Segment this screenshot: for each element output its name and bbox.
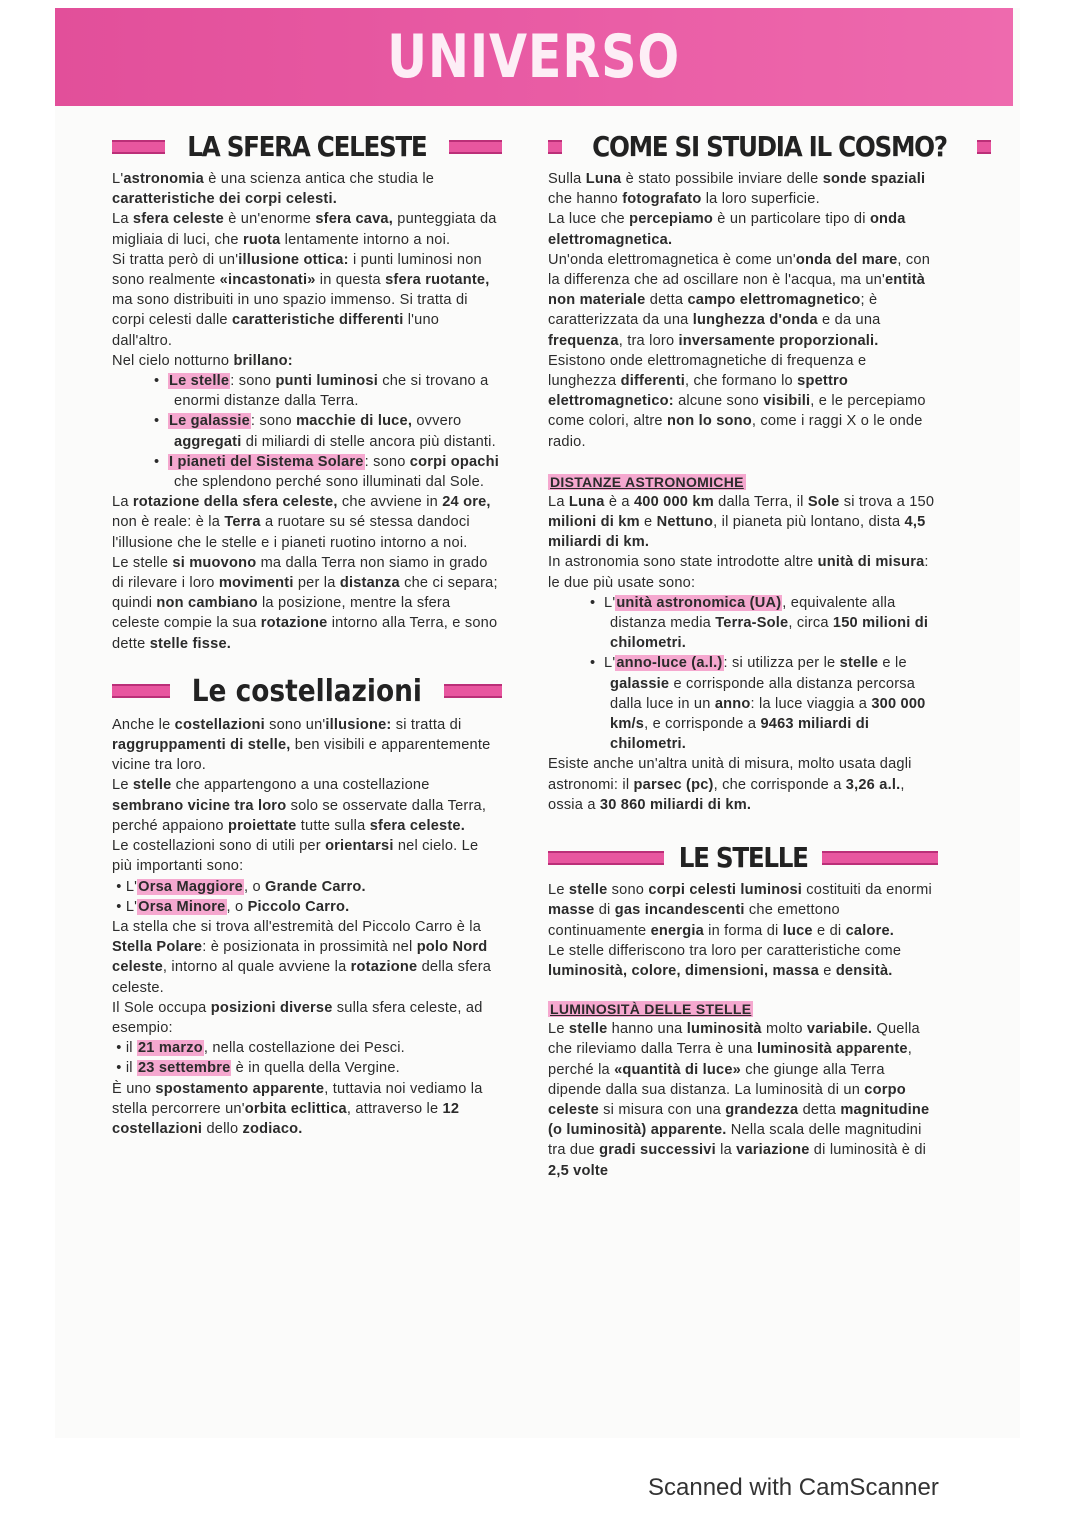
list-item: • L'unità astronomica (UA), equivalente alla distanza media Terra-Sole, circa 150 milioni di chilometri. — [590, 594, 929, 652]
paragraph: Anche le costellazioni sono un'illusione: si tratta di raggruppamenti di stelle, ben visibili e apparentemente vicine tra loro. — [112, 716, 491, 774]
paragraph: La stella che si trova all'estremità del Piccolo Carro è la Stella Polare: è posizionata in prossimità nel polo Nord celeste, intorno al quale avviene la rotazione della sfera celeste. — [112, 918, 492, 996]
header-bar — [822, 851, 938, 865]
paragraph: La rotazione della sfera celeste, che avviene in 24 ore, non è reale: è la Terra a ruotare su sé stessa dandoci l'illusione che le stelle e i pianeti ruotino intorno a noi. — [112, 494, 491, 551]
paragraph: Sulla Luna è stato possibile inviare delle sonde spaziali che hanno fotografato la loro superficie. — [548, 171, 926, 208]
paragraph: La sfera celeste è un'enorme sfera cava, punteggiata da migliaia di luci, che ruota lentamente intorno a noi. — [112, 211, 497, 248]
right-column — [548, 130, 947, 1181]
paragraph: Le stelle differiscono tra loro per caratteristiche come luminosità, colore, dimensioni, massa e densità. — [548, 942, 902, 979]
section-title: LE STELLE — [678, 841, 808, 875]
header-bar — [548, 140, 562, 154]
paragraph: La Luna è a 400 000 km dalla Terra, il Sole si trova a 150 milioni di km e Nettuno, il pianeta più lontano, dista 4,5 miliardi di km. — [548, 493, 935, 551]
section-title: COME SI STUDIA IL COSMO? — [592, 130, 947, 163]
header-bar — [444, 684, 502, 698]
list-item: • L'Orsa Maggiore, o Grande Carro. — [112, 878, 366, 895]
paragraph: Le stelle hanno una luminosità molto variabile. Quella che rileviamo dalla Terra è una luminosità apparente, perché la «quantità di luce» che giunge alla Terra dipende dalla sua distanza. La luminosità di un corpo celeste si misura con una grandezza detta magnitudine (o luminosità) apparente. Nella scala delle magnitudini tra due gradi successivi la variazione di luminosità è di 2,5 volte — [548, 1021, 930, 1179]
list-item: • I pianeti del Sistema Solare: sono corpi opachi che splendono perché sono illuminati dal Sole. — [154, 453, 499, 491]
paragraph: È uno spostamento apparente, tuttavia noi vediamo la stella percorrere un'orbita eclittica, attraverso le 12 costellazioni dello zodiaco. — [112, 1080, 483, 1137]
list-item: • Le galassie: sono macchie di luce, ovvero aggregati di miliardi di stelle ancora più distanti. — [154, 413, 496, 450]
header-bar — [112, 684, 170, 698]
left-column — [112, 130, 502, 1139]
header-bar — [548, 851, 664, 865]
paragraph: Le stelle sono corpi celesti luminosi costituiti da enormi masse di gas incandescenti che emettono continuamente energia in forma di luce e di calore. — [548, 882, 932, 939]
paragraph: Nel cielo notturno brillano: — [112, 352, 293, 369]
header-bar — [112, 140, 165, 154]
list-item: • il 21 marzo, nella costellazione dei Pesci. — [112, 1040, 405, 1057]
paragraph: Esiste anche un'altra unità di misura, molto usata dagli astronomi: il parsec (pc), che corrisponde a 3,26 a.l., ossia a 30 860 miliardi di km. — [548, 756, 912, 813]
scanner-watermark: Scanned with CamScanner — [648, 1474, 939, 1501]
section-title: LA SFERA CELESTE — [187, 130, 427, 163]
section-header-cosmo — [548, 130, 947, 163]
paragraph: In astronomia sono state introdotte altre unità di misura: le due più usate sono: — [548, 554, 929, 591]
paragraph: L'astronomia è una scienza antica che studia le caratteristiche dei corpi celesti. — [112, 171, 435, 208]
subheading-luminosita: LUMINOSITÀ DELLE STELLE — [550, 1001, 752, 1018]
paragraph: La luce che percepiamo è un particolare tipo di onda elettromagnetica. — [548, 211, 906, 248]
paragraph: Le stelle che appartengono a una costellazione sembrano vicine tra loro solo se osservate dalla Terra, perché appaiono proiettate tutte sulla sfera celeste. — [112, 777, 487, 834]
list-item: • L'anno-luce (a.l.): si utilizza per le stelle e le galassie e corrisponde alla distanza percorsa dalla luce in un anno: la luce viaggia a 300 000 km/s, e corrisponde a 9463 miliardi di chilometri. — [590, 655, 926, 753]
page-title: UNIVERSO — [387, 22, 681, 92]
section-title: Le costellazioni — [191, 673, 423, 709]
paragraph: Esistono onde elettromagnetiche di frequenza e lunghezza differenti, che formano lo spettro elettromagnetico: alcune sono visibili, e le percepiamo come colori, altre non lo sono, come i raggi X o le onde radio. — [548, 352, 926, 450]
subheading-distanze: DISTANZE ASTRONOMICHE — [550, 473, 744, 490]
section-header-costellazioni — [112, 674, 502, 709]
paragraph: Il Sole occupa posizioni diverse sulla sfera celeste, ad esempio: — [112, 999, 483, 1036]
paragraph: Un'onda elettromagnetica è come un'onda del mare, con la differenza che ad oscillare non è l'acqua, ma un'entità non materiale detta campo elettromagnetico; è caratterizzata da una lunghezza d'onda e da una frequenza, tra loro inversamente proporzionali. — [548, 251, 931, 349]
list-item: • il 23 settembre è in quella della Vergine. — [112, 1060, 400, 1077]
title-banner — [55, 8, 1013, 106]
paragraph: Si tratta però di un'illusione ottica: i punti luminosi non sono realmente «incastonati» in questa sfera ruotante, ma sono distribuiti in uno spazio immenso. Si tratta di corpi celesti dalle caratteristiche differenti l'uno dall'altro. — [112, 251, 490, 349]
paragraph: Le costellazioni sono di utili per orientarsi nel cielo. Le più importanti sono: — [112, 838, 479, 875]
paragraph: Le stelle si muovono ma dalla Terra non siamo in grado di rilevare i loro movimenti per la distanza che ci separa; quindi non cambiano la posizione, mentre la sfera celeste compie la sua rotazione intorno alla Terra, e sono dette stelle fisse. — [112, 554, 498, 652]
list-item: • L'Orsa Minore, o Piccolo Carro. — [112, 898, 350, 915]
header-bar — [449, 140, 502, 154]
header-bar — [977, 140, 991, 154]
section-header-stelle — [548, 841, 938, 874]
list-item: • Le stelle: sono punti luminosi che si trovano a enormi distanze dalla Terra. — [154, 373, 489, 410]
section-header-sfera-celeste — [112, 130, 502, 163]
